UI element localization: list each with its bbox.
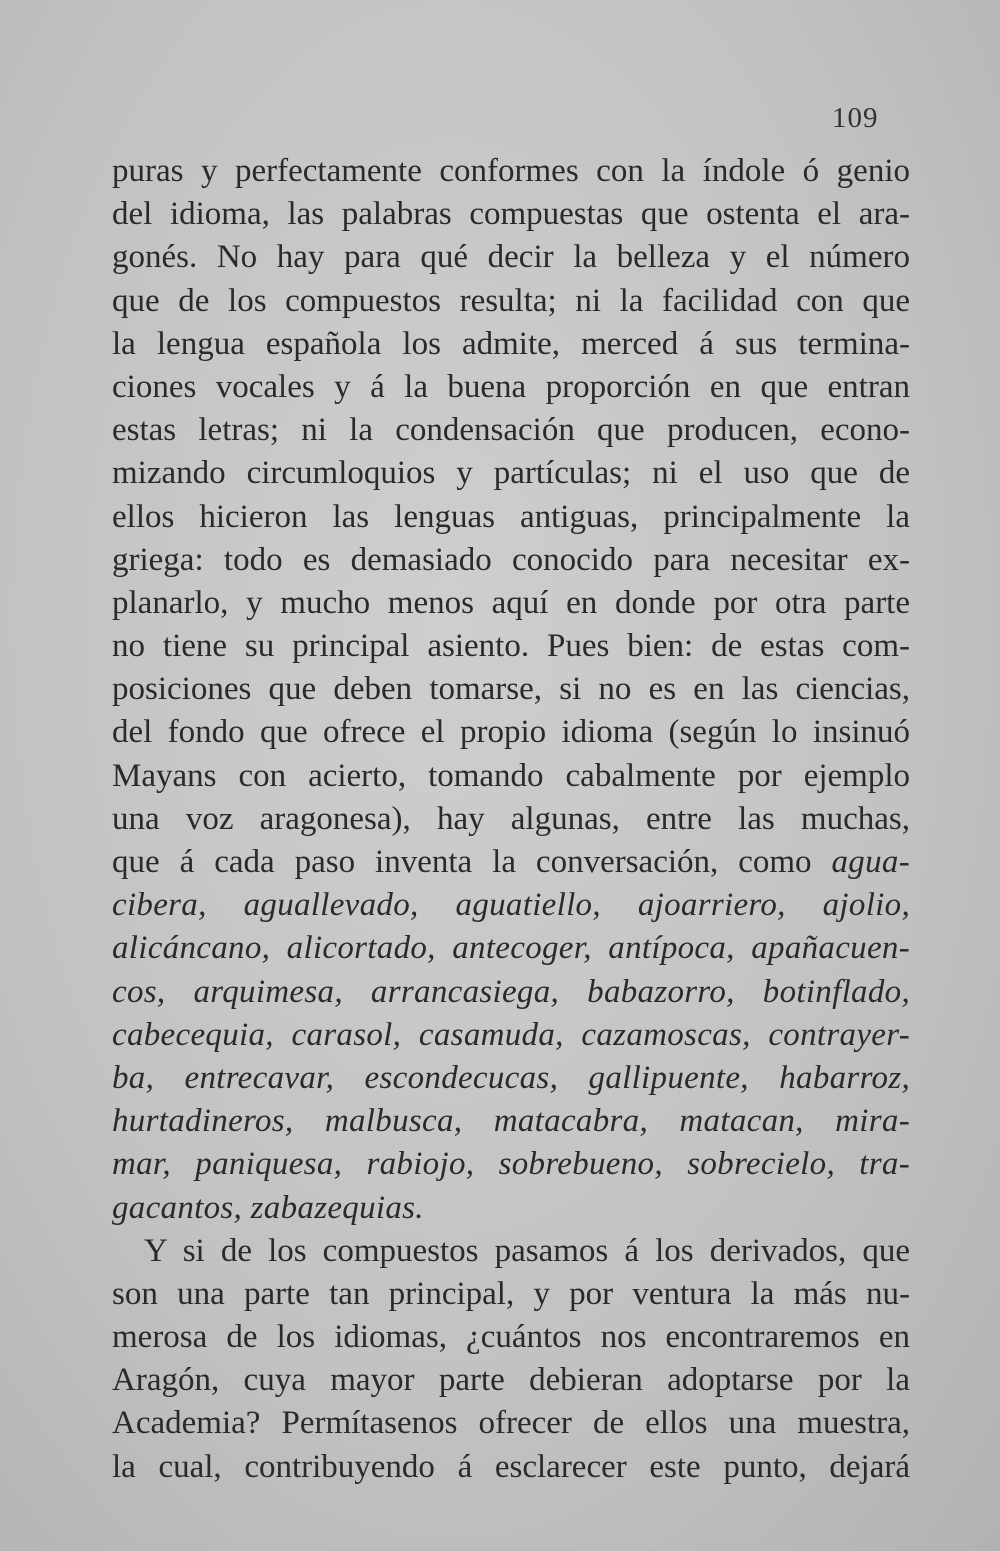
page-number: 109 [832, 102, 879, 134]
text-segment: del idioma, las palabras compuestas que ostenta el ara- [112, 196, 910, 233]
text-line [112, 884, 910, 927]
text-line [112, 1014, 910, 1057]
text-line [112, 1359, 910, 1402]
text-line [112, 496, 910, 539]
text-line [112, 798, 910, 841]
text-segment: posiciones que deben tomarse, si no es en las ciencias, [112, 671, 910, 708]
text-segment: una voz aragonesa), hay algunas, entre las muchas, [112, 800, 910, 837]
text-segment: planarlo, y mucho menos aquí en donde por otra parte [112, 584, 910, 621]
body-text [112, 150, 910, 1489]
text-segment: que de los compuestos resulta; ni la facilidad con que [112, 282, 910, 319]
text-segment: que á cada paso inventa la conversación, como [112, 844, 832, 880]
text-line [112, 1316, 910, 1359]
text-segment: ciones vocales y á la buena proporción en que entran [112, 368, 910, 405]
text-line [112, 1402, 910, 1445]
text-segment: Mayans con acierto, tomando cabalmente por ejemplo [112, 757, 910, 794]
text-segment: la lengua española los admite, merced á sus termina- [112, 325, 910, 362]
text-line [112, 193, 910, 236]
text-segment: Y si de los compuestos pasamos á los derivados, que [144, 1232, 910, 1269]
text-line [112, 927, 910, 970]
text-line [112, 582, 910, 625]
text-line [112, 668, 910, 711]
text-line [112, 1187, 910, 1230]
text-line [112, 1273, 910, 1316]
italic-term: alicáncano, alicortado, antecoger, antípoca, apañacuen- [112, 930, 910, 967]
italic-term: hurtadineros, malbusca, matacabra, matacan, mira- [112, 1103, 910, 1140]
text-line [112, 539, 910, 582]
text-line [112, 1230, 910, 1273]
text-segment: merosa de los idiomas, ¿cuántos nos encontraremos en [112, 1319, 910, 1356]
text-segment: Aragón, cuya mayor parte debieran adoptarse por la [112, 1362, 910, 1399]
text-line [112, 150, 910, 193]
text-line [112, 409, 910, 452]
text-segment: no tiene su principal asiento. Pues bien: de estas com- [112, 628, 910, 665]
italic-term: mar, paniquesa, rabiojo, sobrebueno, sobrecielo, tra- [112, 1146, 910, 1183]
text-line [112, 1446, 910, 1489]
text-line [112, 1057, 910, 1100]
text-line [112, 971, 910, 1014]
text-segment: Academia? Permítasenos ofrecer de ellos una muestra, [112, 1405, 910, 1442]
text-segment: puras y perfectamente conformes con la índole ó genio [112, 153, 910, 189]
text-segment: griega: todo es demasiado conocido para necesitar ex- [112, 541, 910, 578]
italic-term: agua- [831, 844, 910, 880]
text-segment: del fondo que ofrece el propio idioma (según lo insinuó [112, 714, 910, 751]
italic-term: cabecequia, carasol, casamuda, cazamoscas, contrayer- [112, 1016, 910, 1053]
text-line [112, 1100, 910, 1143]
text-line [112, 280, 910, 323]
text-segment: ellos hicieron las lenguas antiguas, principalmente la [112, 498, 910, 535]
italic-term: ba, entrecavar, escondecucas, gallipuente, habarroz, [112, 1059, 910, 1096]
text-line [112, 711, 910, 754]
text-line [112, 755, 910, 798]
text-line [112, 452, 910, 495]
text-line [112, 323, 910, 366]
text-segment: mizando circumloquios y partículas; ni el uso que de [112, 455, 910, 492]
text-line [112, 841, 910, 884]
italic-term: gacantos, zabazequias. [112, 1189, 424, 1226]
text-segment: estas letras; ni la condensación que producen, econo- [112, 412, 910, 449]
text-segment: gonés. No hay para qué decir la belleza y el número [112, 239, 910, 276]
text-segment: son una parte tan principal, y por ventura la más nu- [112, 1275, 910, 1312]
text-line [112, 625, 910, 668]
text-line [112, 1143, 910, 1186]
text-line [112, 366, 910, 409]
italic-term: cibera, aguallevado, aguatiello, ajoarriero, ajolio, [112, 887, 910, 924]
text-segment: la cual, contribuyendo á esclarecer este punto, dejará [112, 1448, 910, 1485]
italic-term: cos, arquimesa, arrancasiega, babazorro, botinflado, [112, 973, 910, 1010]
text-line [112, 236, 910, 279]
